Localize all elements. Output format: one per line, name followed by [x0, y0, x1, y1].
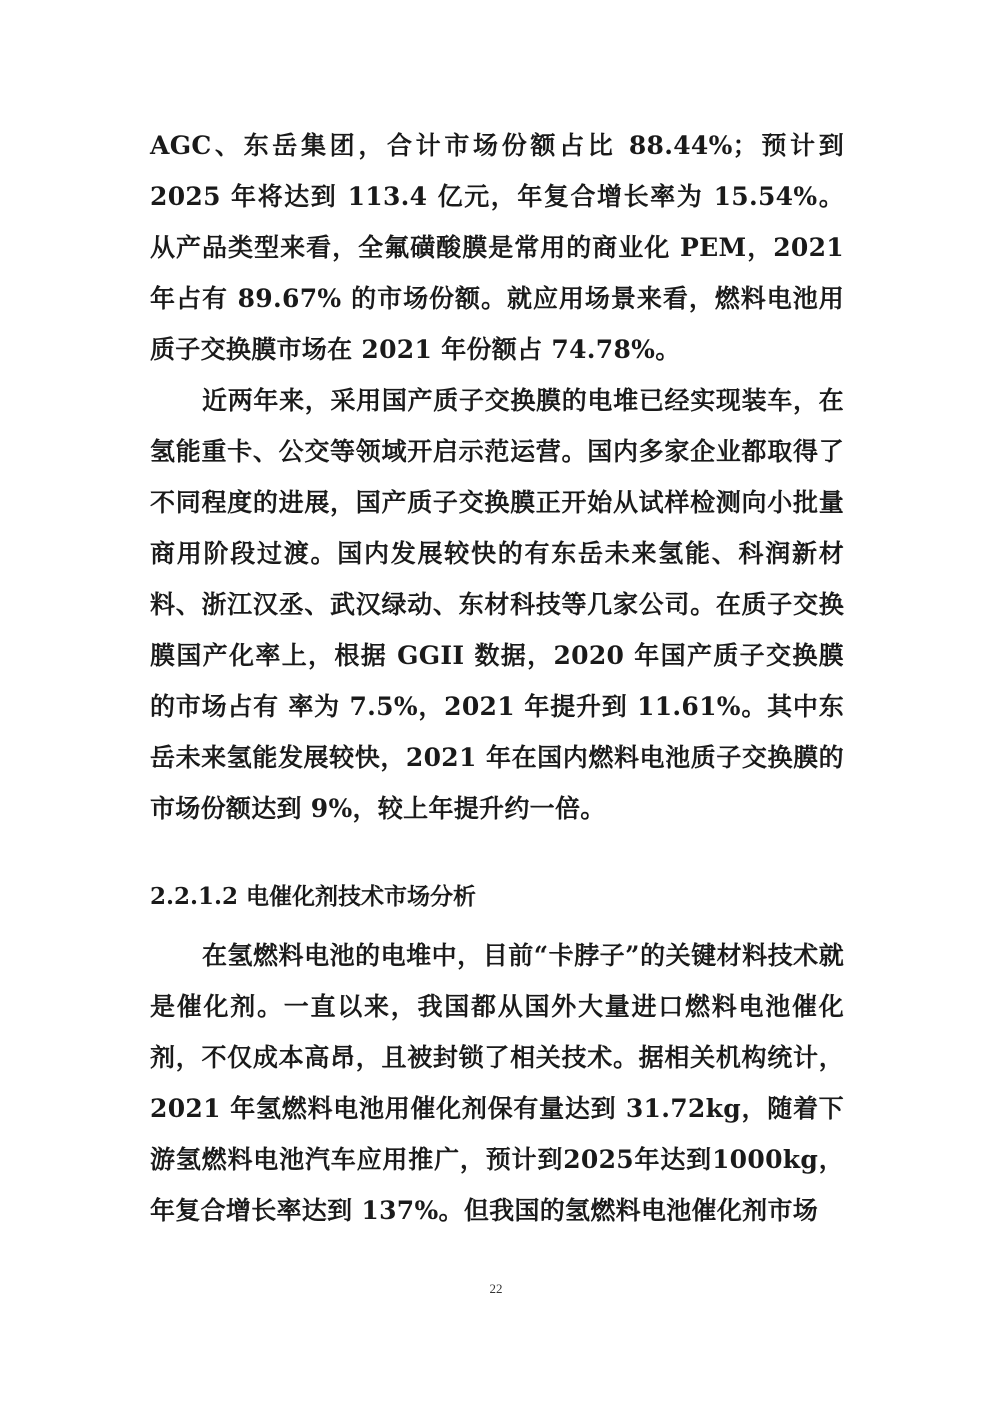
section-heading: 2.2.1.2 电催化剂技术市场分析: [150, 883, 477, 910]
page-number: 22: [489, 1281, 503, 1296]
paragraph-catalyst-market: 在氢燃料电池的电堆中，目前“卡脖子”的关键材料技术就是催化剂。一直以来，我国都从国外大量进口燃料电池催化剂，不仅成本高昂，且被封锁了相关技术。据相关机构统计，2021 年氢燃料电池用催化剂保有量达到 31.72kg，随着下游氢燃料电池汽车应用推广，预计到2025年达到1000kg，年复合增长率达到 137%。但我国的氢燃料电池催化剂市场: [150, 941, 844, 1225]
paragraph-pem-market-share: AGC、东岳集团，合计市场份额占比 88.44%；预计到 2025 年将达到 113.4 亿元，年复合增长率为 15.54%。从产品类型来看，全氟磺酸膜是常用的商业化 PEM，2021 年占有 89.67% 的市场份额。就应用场景来看，燃料电池用质子交换膜市场在 2021 年份额占 74.78%。: [150, 131, 844, 364]
paragraph-domestic-pem-progress: 近两年来，采用国产质子交换膜的电堆已经实现装车，在氢能重卡、公交等领域开启示范运营。国内多家企业都取得了不同程度的进展，国产质子交换膜正开始从试样检测向小批量商用阶段过渡。国内发展较快的有东岳未来氢能、科润新材料、浙江汉丞、武汉绿动、东材科技等几家公司。在质子交换膜国产化率上，根据 GGII 数据，2020 年国产质子交换膜的市场占有 率为 7.5%，2021 年提升到 11.61%。其中东岳未来氢能发展较快，2021 年在国内燃料电池质子交换膜的市场份额达到 9%，较上年提升约一倍。: [150, 386, 844, 823]
body-text-bottom: [150, 930, 844, 1236]
body-text-top: [150, 120, 844, 834]
